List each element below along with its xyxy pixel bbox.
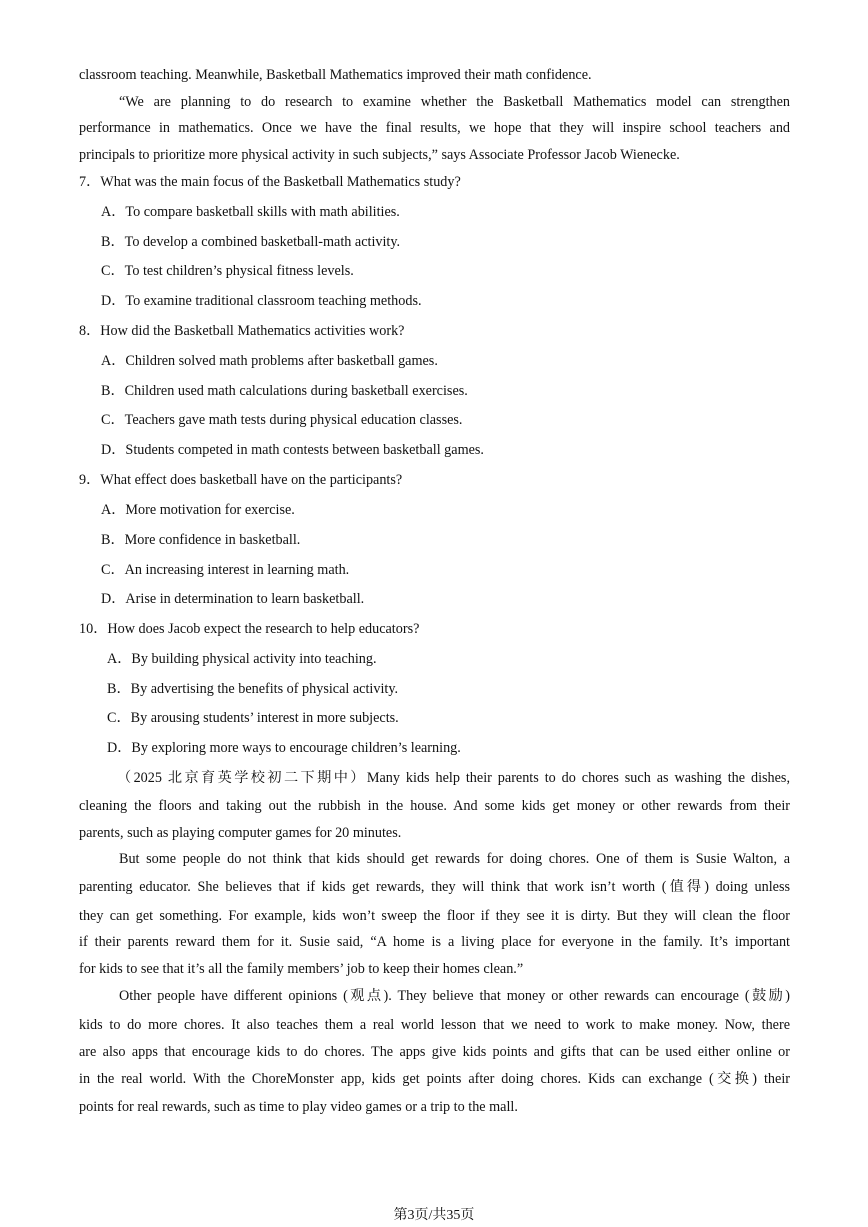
question-number: 8． bbox=[79, 323, 101, 339]
passage2-paragraph2-line: if their parents reward them for it. Susie said, “A home is a living place for everyone in the family. It’s important bbox=[79, 934, 790, 950]
question-7-option-c: C．To test children’s physical fitness levels. bbox=[101, 263, 354, 279]
question-text: What was the main focus of the Basketball Mathematics study? bbox=[100, 174, 461, 190]
passage2-paragraph3-line: points for real rewards, such as time to play video games or a trip to the mall. bbox=[79, 1099, 518, 1115]
passage2-paragraph2-line: they can get something. For example, kids won’t sweep the floor if they see it is dirty. But they will clean the floor bbox=[79, 908, 790, 924]
question-number: 10． bbox=[79, 621, 108, 637]
passage1-paragraph-line: principals to prioritize more physical activity in such subjects,” says Associate Professor Jacob Wienecke. bbox=[79, 147, 680, 163]
question-text: What effect does basketball have on the participants? bbox=[100, 472, 403, 488]
question-7-option-a: A．To compare basketball skills with math abilities. bbox=[101, 204, 400, 220]
question-9-option-a: A．More motivation for exercise. bbox=[101, 502, 295, 518]
question-text: How does Jacob expect the research to help educators? bbox=[107, 621, 420, 637]
passage2-paragraph2-line: for kids to see that it’s all the family members’ job to keep their homes clean.” bbox=[79, 961, 524, 977]
question-10-option-a: A．By building physical activity into teaching. bbox=[107, 651, 377, 667]
passage2-paragraph1-line: cleaning the floors and taking out the rubbish in the house. And some kids get money or other rewards from their bbox=[79, 798, 790, 814]
question-7-option-d: D．To examine traditional classroom teaching methods. bbox=[101, 293, 422, 309]
passage1-paragraph-line: “We are planning to do research to examine whether the Basketball Mathematics model can strengthen bbox=[119, 94, 790, 110]
question-9 bbox=[79, 471, 790, 489]
passage2-paragraph1-line: （2025 北京育英学校初二下期中）Many kids help their parents to do chores such as washing the dishes, bbox=[117, 770, 790, 786]
question-9-option-c: C．An increasing interest in learning math. bbox=[101, 562, 350, 578]
passage2-paragraph3-line: in the real world. With the ChoreMonster app, kids get points after doing chores. Kids can exchange (交换) their bbox=[79, 1071, 790, 1087]
question-9-option-b: B．More confidence in basketball. bbox=[101, 532, 301, 548]
question-7-option-b: B．To develop a combined basketball-math activity. bbox=[101, 234, 401, 250]
question-8 bbox=[79, 322, 790, 340]
question-10 bbox=[79, 620, 790, 638]
passage1-closing-line: classroom teaching. Meanwhile, Basketball Mathematics improved their math confidence. bbox=[79, 67, 592, 83]
page-number-footer: 第3页/共35页 bbox=[393, 1208, 475, 1223]
question-10-option-c: C．By arousing students’ interest in more subjects. bbox=[107, 710, 399, 726]
question-8-option-a: A．Children solved math problems after basketball games. bbox=[101, 353, 438, 369]
question-10-option-b: B．By advertising the benefits of physical activity. bbox=[107, 681, 399, 697]
question-number: 9． bbox=[79, 472, 101, 488]
passage2-paragraph3-line: kids to do more chores. It also teaches them a real world lesson that we need to work to make money. Now, there bbox=[79, 1017, 790, 1033]
passage1-paragraph-line: performance in mathematics. Once we have the final results, we hope that they will inspire school teachers and bbox=[79, 120, 790, 136]
passage2-paragraph2-line: parenting educator. She believes that if kids get rewards, they will think that work isn’t worth (值得) doing unless bbox=[79, 879, 790, 895]
question-number: 7． bbox=[79, 174, 101, 190]
question-9-option-d: D．Arise in determination to learn basketball. bbox=[101, 591, 365, 607]
question-10-option-d: D．By exploring more ways to encourage children’s learning. bbox=[107, 740, 461, 756]
passage2-paragraph1-line: parents, such as playing computer games for 20 minutes. bbox=[79, 825, 402, 841]
passage2-paragraph3-line: are also apps that encourage kids to do chores. The apps give kids points and gifts that can be used either online or bbox=[79, 1044, 790, 1060]
question-text: How did the Basketball Mathematics activities work? bbox=[100, 323, 405, 339]
question-8-option-b: B．Children used math calculations during basketball exercises. bbox=[101, 383, 468, 399]
passage2-paragraph3-line: Other people have different opinions (观点). They believe that money or other rewards can encourage (鼓励) bbox=[119, 988, 790, 1004]
question-7 bbox=[79, 173, 790, 191]
question-8-option-c: C．Teachers gave math tests during physical education classes. bbox=[101, 412, 463, 428]
question-8-option-d: D．Students competed in math contests between basketball games. bbox=[101, 442, 484, 458]
passage2-paragraph2-line: But some people do not think that kids should get rewards for doing chores. One of them is Susie Walton, a bbox=[119, 851, 790, 867]
